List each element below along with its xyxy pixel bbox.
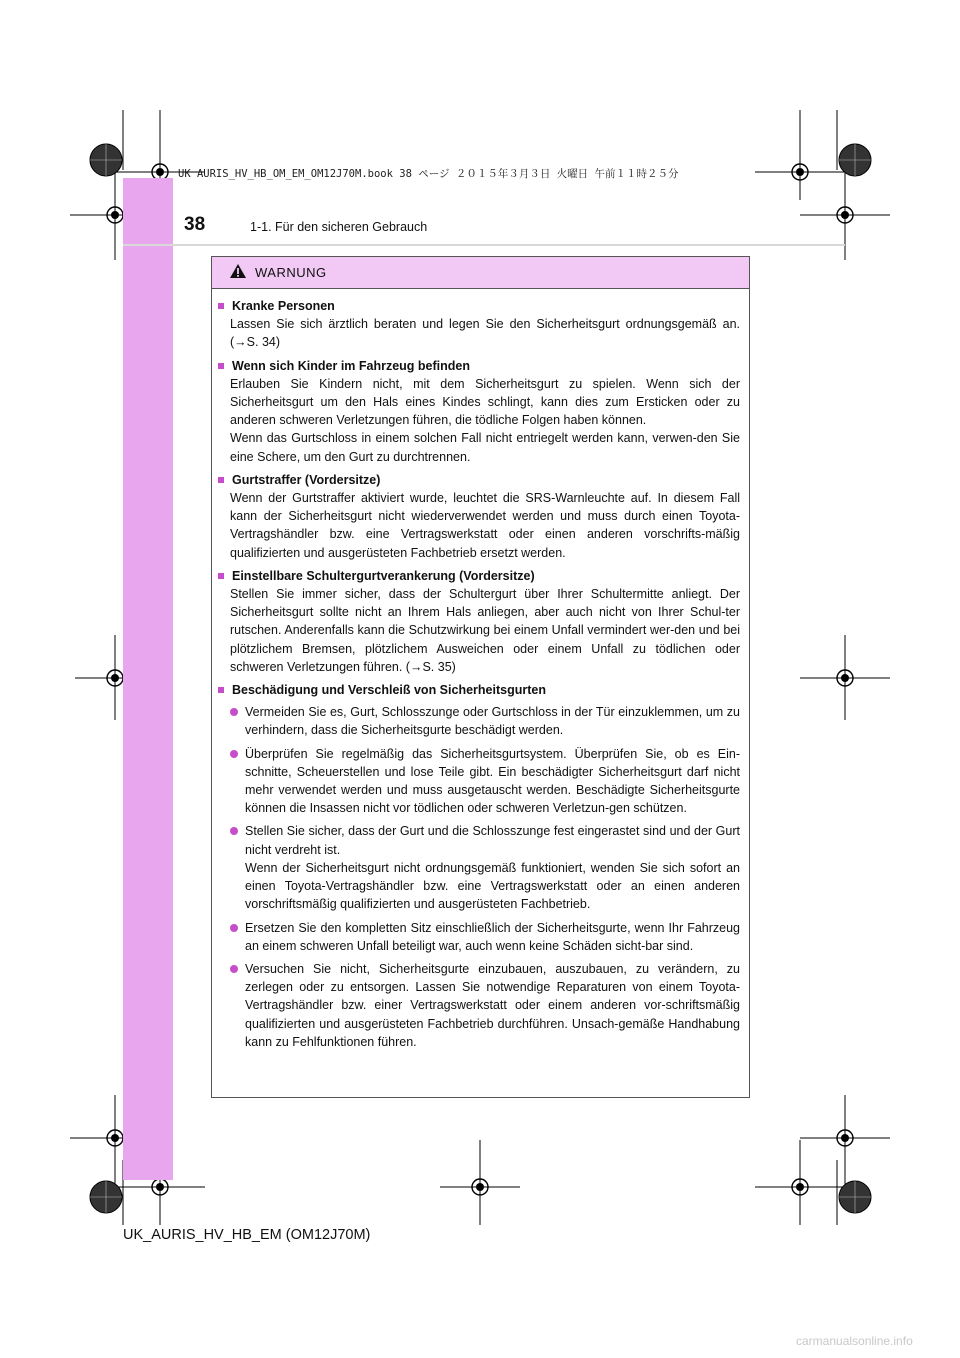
warning-body bbox=[212, 289, 749, 1051]
page-number: 38 bbox=[184, 214, 206, 235]
item-text: Erlauben Sie Kindern nicht, mit dem Sicherheitsgurt zu spielen. Wenn sich der Sicherheitsgurt um den Hals eines Kindes schlingt, kann dies zum Ersticken oder zu anderen schweren Verletzungen führen, die tödliche Folgen haben können. bbox=[230, 376, 740, 428]
item-text: Wenn der Gurtstraffer aktiviert wurde, leuchtet die SRS-Warnleuchte auf. In diesem Fall kann der Sicherheitsgurt nicht wiederverwendet werden und muss durch einen Toyota-Vertragshändler bzw. eine Vertragswerkstatt oder einen anderen vorschrifts-mäßig qualifizierten und ausgerüsteten Fachbetrieb ersetzt werden. bbox=[230, 491, 740, 560]
round-bullet-icon bbox=[230, 708, 238, 716]
list-item: Überprüfen Sie regelmäßig das Sicherheitsgurtsystem. Überprüfen Sie, ob es Ein-schnitte, Scheuerstellen und lose Teile gibt. Ein beschädigter Sicherheitsgurt darf nicht mehr verwendet werden und muss ausgetauscht werden. Beschädigte Sicherheitsgurte können die Insassen nicht vor tödlichen oder schweren Verletzun-gen schützen. bbox=[217, 745, 740, 818]
list-item bbox=[217, 822, 740, 913]
warning-item bbox=[217, 471, 740, 562]
warning-title: WARNUNG bbox=[255, 265, 327, 280]
header-rule bbox=[123, 244, 845, 246]
item-title: Wenn sich Kinder im Fahrzeug befinden bbox=[232, 358, 470, 373]
square-bullet-icon bbox=[218, 363, 224, 369]
round-bullet-icon bbox=[230, 965, 238, 973]
item-text: Stellen Sie immer sicher, dass der Schultergurt über Ihrer Schultermitte anliegt. Der Sicherheitsgurt sollte nicht an Ihrem Hals anliegen, aber auch nicht von Ihrer Schul-ter rutschen. Anderenfalls kann die Schutzwirkung bei einem Unfall vermindert wer-den und bei plötzlichem Bremsen, plötzlichem Ausweichen oder einem Unfall zu tödlichen oder schweren Verletzungen führen. (→S. 35) bbox=[230, 587, 740, 674]
warning-item bbox=[217, 567, 740, 676]
document-code: UK_AURIS_HV_HB_EM (OM12J70M) bbox=[123, 1227, 371, 1243]
item-title: Kranke Personen bbox=[232, 299, 335, 313]
round-bullet-icon bbox=[230, 750, 238, 758]
watermark: carmanualsonline.info bbox=[796, 1334, 913, 1348]
list-item: Vermeiden Sie es, Gurt, Schlosszunge oder Gurtschloss in der Tür einzuklemmen, um zu verhindern, dass die Sicherheitsgurte beschädigt werden. bbox=[217, 703, 740, 739]
bullet-text: Stellen Sie sicher, dass der Gurt und die Schlosszunge fest eingerastet sind und der Gurt nicht verdreht ist. bbox=[245, 824, 740, 857]
warning-triangle-icon bbox=[229, 263, 247, 282]
square-bullet-icon bbox=[218, 687, 224, 693]
chapter-sidebar-tab bbox=[123, 178, 173, 1180]
item-title: Beschädigung und Verschleiß von Sicherheitsgurten bbox=[232, 683, 546, 698]
round-bullet-icon bbox=[230, 924, 238, 932]
warning-box bbox=[211, 256, 750, 1098]
warning-item bbox=[217, 297, 740, 352]
square-bullet-icon bbox=[218, 303, 224, 309]
print-file-info: UK AURIS_HV_HB_OM_EM_OM12J70M.book 38 ページ ２０１５年３月３日 火曜日 午前１１時２５分 bbox=[178, 168, 679, 180]
item-text: Lassen Sie sich ärztlich beraten und legen Sie den Sicherheitsgurt ordnungsgemäß an. (→S. 34) bbox=[230, 317, 740, 350]
square-bullet-icon bbox=[218, 573, 224, 579]
item-text: Wenn das Gurtschloss in einem solchen Fall nicht entriegelt werden kann, verwen-den Sie eine Schere, um den Gurt zu durchtrennen. bbox=[230, 431, 740, 464]
list-item: Versuchen Sie nicht, Sicherheitsgurte einzubauen, auszubauen, zu verändern, zu zerlegen oder zu entsorgen. Lassen Sie notwendige Reparaturen von einem Toyota-Vertragshändler bzw. einer Vertragswerkstatt oder einem anderen vor-schriftsmäßig qualifizierten und ausgerüsteten Fachbetrieb durchführen. Unsach-gemäße Handhabung kann zu Fehlfunktionen führen. bbox=[217, 960, 740, 1051]
section-title: 1-1. Für den sicheren Gebrauch bbox=[250, 220, 428, 234]
warning-item bbox=[217, 681, 740, 1051]
item-title: Einstellbare Schultergurtverankerung (Vordersitze) bbox=[232, 568, 535, 583]
warning-header bbox=[212, 257, 749, 289]
round-bullet-icon bbox=[230, 827, 238, 835]
list-item: Ersetzen Sie den kompletten Sitz einschließlich der Sicherheitsgurte, wenn Ihr Fahrzeug an einem schweren Unfall beteiligt war, auch wenn keine Schäden sicht-bar sind. bbox=[217, 919, 740, 955]
item-title: Gurtstraffer (Vordersitze) bbox=[232, 472, 381, 487]
square-bullet-icon bbox=[218, 477, 224, 483]
bullet-text-extra: Wenn der Sicherheitsgurt nicht ordnungsgemäß funktioniert, wenden Sie sich sofort an einen Toyota-Vertragshändler bzw. eine Vertragswerkstatt oder an einen anderen vorschriftsmäßig qualifizierten und ausgerüsteten Fachbetrieb. bbox=[245, 860, 740, 912]
warning-item bbox=[217, 357, 740, 466]
